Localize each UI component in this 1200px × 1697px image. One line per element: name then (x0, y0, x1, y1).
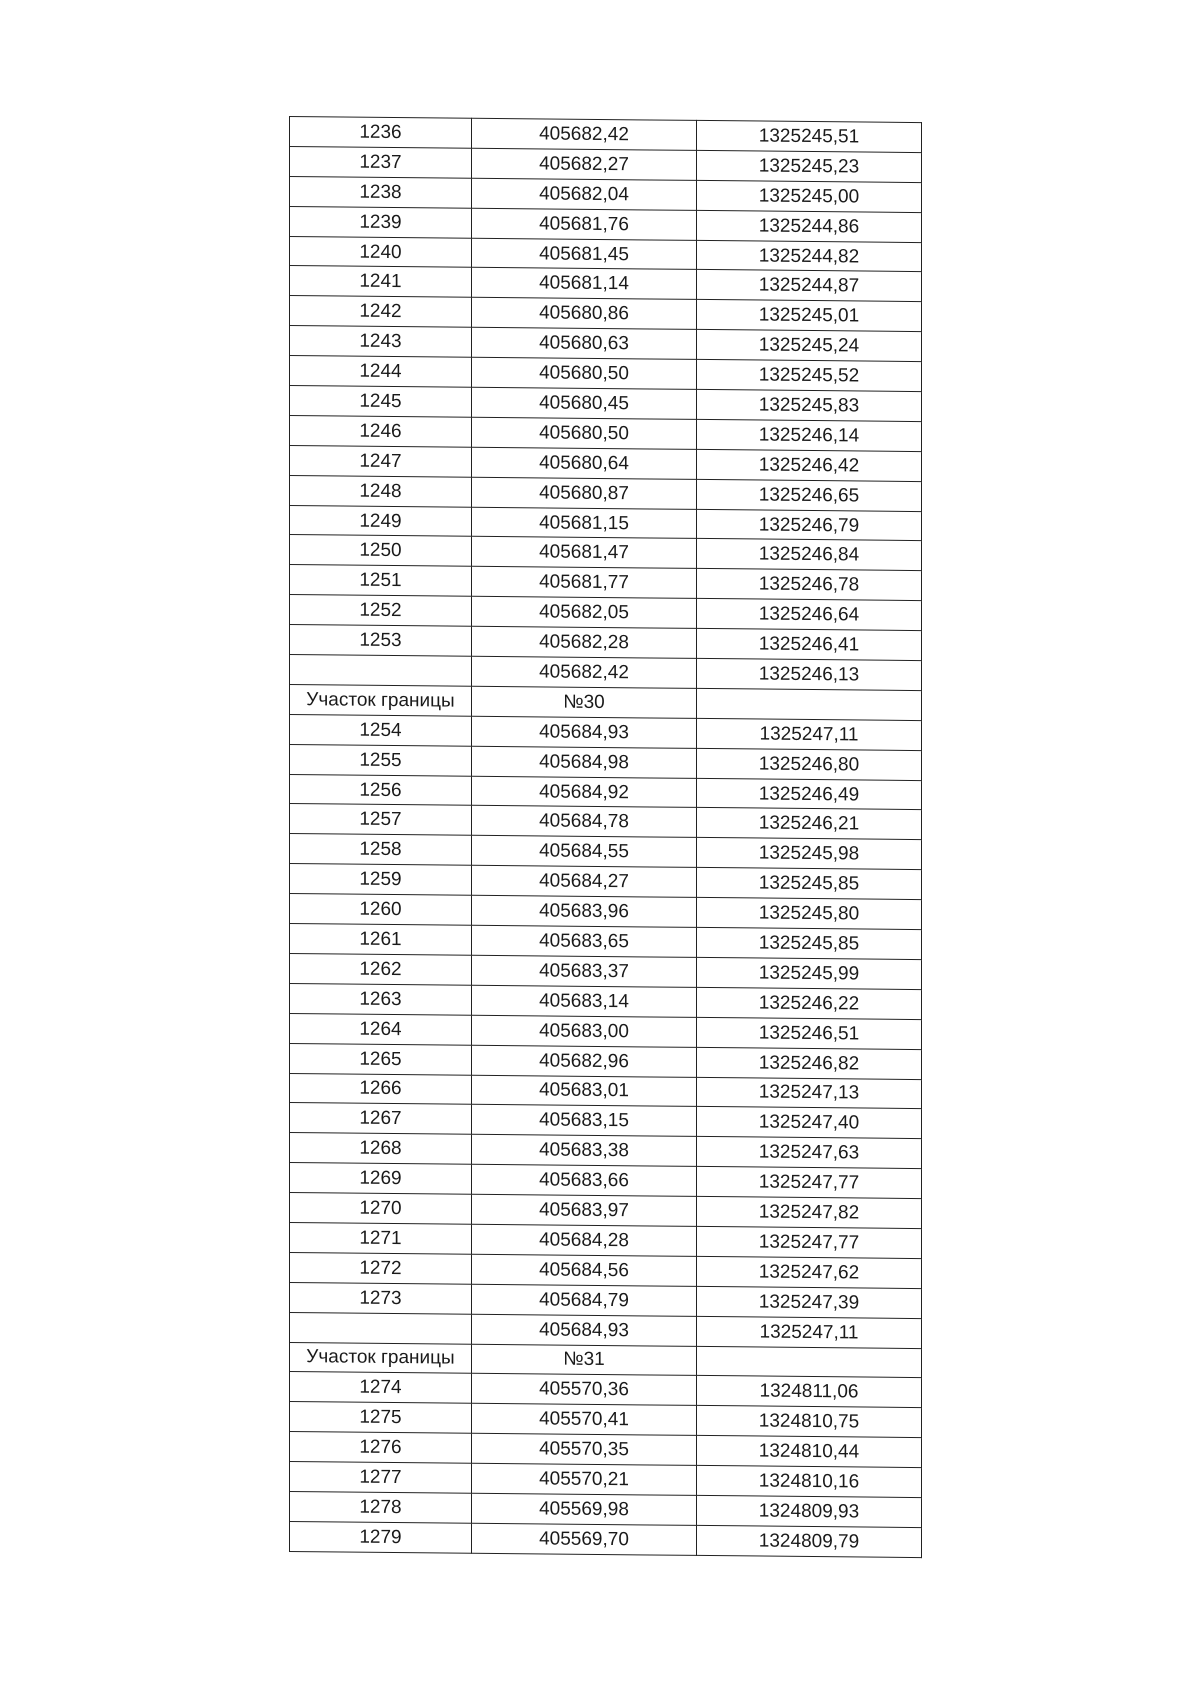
point-number-cell: 1237 (290, 146, 472, 178)
y-coordinate-cell: 1325245,24 (697, 330, 922, 362)
x-coordinate-cell: 405684,98 (472, 746, 697, 778)
y-coordinate-cell: 1325244,82 (697, 240, 922, 272)
point-number-cell: 1249 (290, 505, 472, 537)
x-coordinate-cell: 405570,21 (472, 1463, 697, 1495)
y-coordinate-cell: 1325246,41 (697, 629, 922, 661)
point-number-cell: 1273 (290, 1282, 472, 1314)
point-number-cell: 1251 (290, 565, 472, 597)
point-number-cell: 1265 (290, 1043, 472, 1075)
empty-cell (697, 688, 922, 720)
y-coordinate-cell: 1325246,79 (697, 509, 922, 541)
point-number-cell: 1256 (290, 774, 472, 806)
point-number-cell: 1272 (290, 1252, 472, 1284)
point-number-cell: 1267 (290, 1103, 472, 1135)
coordinates-table-body (290, 117, 922, 1558)
x-coordinate-cell: 405682,96 (472, 1045, 697, 1077)
y-coordinate-cell: 1325246,22 (697, 987, 922, 1019)
table-row (290, 1521, 922, 1557)
x-coordinate-cell: 405683,66 (472, 1164, 697, 1196)
y-coordinate-cell: 1325246,65 (697, 479, 922, 511)
point-number-cell: 1275 (290, 1402, 472, 1434)
y-coordinate-cell: 1324809,79 (697, 1525, 922, 1557)
x-coordinate-cell: 405683,01 (472, 1075, 697, 1107)
point-number-cell: 1239 (290, 206, 472, 238)
point-number-cell: 1250 (290, 535, 472, 567)
x-coordinate-cell: 405680,87 (472, 477, 697, 509)
x-coordinate-cell: 405684,55 (472, 836, 697, 868)
point-number-cell: 1258 (290, 834, 472, 866)
x-coordinate-cell: 405684,78 (472, 806, 697, 838)
x-coordinate-cell: 405682,42 (472, 656, 697, 688)
y-coordinate-cell: 1325246,21 (697, 808, 922, 840)
y-coordinate-cell: 1325247,11 (697, 1316, 922, 1348)
point-number-cell: 1279 (290, 1521, 472, 1553)
x-coordinate-cell: 405569,70 (472, 1523, 697, 1555)
point-number-cell (290, 655, 472, 687)
point-number-cell: 1261 (290, 924, 472, 956)
y-coordinate-cell: 1325245,80 (697, 898, 922, 930)
x-coordinate-cell: 405681,76 (472, 208, 697, 240)
y-coordinate-cell: 1325244,86 (697, 210, 922, 242)
x-coordinate-cell: 405680,63 (472, 327, 697, 359)
x-coordinate-cell: 405683,96 (472, 895, 697, 927)
point-number-cell: 1246 (290, 415, 472, 447)
y-coordinate-cell: 1325245,99 (697, 957, 922, 989)
x-coordinate-cell: 405681,77 (472, 567, 697, 599)
x-coordinate-cell: 405681,15 (472, 507, 697, 539)
y-coordinate-cell: 1325246,84 (697, 539, 922, 571)
x-coordinate-cell: 405683,97 (472, 1194, 697, 1226)
point-number-cell: 1276 (290, 1432, 472, 1464)
point-number-cell: 1260 (290, 894, 472, 926)
x-coordinate-cell: 405684,28 (472, 1224, 697, 1256)
y-coordinate-cell: 1325246,42 (697, 449, 922, 481)
point-number-cell: 1243 (290, 326, 472, 358)
point-number-cell: 1255 (290, 744, 472, 776)
x-coordinate-cell: 405684,92 (472, 776, 697, 808)
section-label-cell: Участок границы (290, 1342, 472, 1374)
x-coordinate-cell: 405570,35 (472, 1433, 697, 1465)
x-coordinate-cell: 405681,45 (472, 238, 697, 270)
y-coordinate-cell: 1325245,00 (697, 180, 922, 212)
y-coordinate-cell: 1325245,85 (697, 868, 922, 900)
x-coordinate-cell: 405683,14 (472, 985, 697, 1017)
x-coordinate-cell: 405680,45 (472, 387, 697, 419)
point-number-cell (290, 1312, 472, 1344)
x-coordinate-cell: 405682,27 (472, 148, 697, 180)
y-coordinate-cell: 1325246,14 (697, 419, 922, 451)
x-coordinate-cell: 405683,65 (472, 925, 697, 957)
x-coordinate-cell: 405680,86 (472, 298, 697, 330)
y-coordinate-cell: 1325246,78 (697, 569, 922, 601)
y-coordinate-cell: 1325246,80 (697, 748, 922, 780)
point-number-cell: 1269 (290, 1163, 472, 1195)
y-coordinate-cell: 1325245,98 (697, 838, 922, 870)
y-coordinate-cell: 1325246,82 (697, 1047, 922, 1079)
y-coordinate-cell: 1325247,40 (697, 1107, 922, 1139)
x-coordinate-cell: 405680,50 (472, 417, 697, 449)
y-coordinate-cell: 1325246,51 (697, 1017, 922, 1049)
point-number-cell: 1266 (290, 1073, 472, 1105)
y-coordinate-cell: 1325247,39 (697, 1286, 922, 1318)
point-number-cell: 1254 (290, 714, 472, 746)
x-coordinate-cell: 405683,00 (472, 1015, 697, 1047)
x-coordinate-cell: 405684,56 (472, 1254, 697, 1286)
x-coordinate-cell: 405684,27 (472, 866, 697, 898)
point-number-cell: 1257 (290, 804, 472, 836)
point-number-cell: 1252 (290, 595, 472, 627)
y-coordinate-cell: 1325247,13 (697, 1077, 922, 1109)
point-number-cell: 1241 (290, 266, 472, 298)
point-number-cell: 1242 (290, 296, 472, 328)
point-number-cell: 1270 (290, 1193, 472, 1225)
x-coordinate-cell: 405683,15 (472, 1105, 697, 1137)
y-coordinate-cell: 1324810,44 (697, 1436, 922, 1468)
y-coordinate-cell: 1325247,82 (697, 1196, 922, 1228)
y-coordinate-cell: 1325246,64 (697, 599, 922, 631)
point-number-cell: 1278 (290, 1491, 472, 1523)
x-coordinate-cell: 405682,42 (472, 118, 697, 150)
x-coordinate-cell: 405570,36 (472, 1374, 697, 1406)
empty-cell (697, 1346, 922, 1378)
y-coordinate-cell: 1325246,13 (697, 658, 922, 690)
x-coordinate-cell: 405681,14 (472, 268, 697, 300)
y-coordinate-cell: 1325244,87 (697, 270, 922, 302)
x-coordinate-cell: 405680,64 (472, 447, 697, 479)
x-coordinate-cell: 405680,50 (472, 357, 697, 389)
point-number-cell: 1236 (290, 117, 472, 149)
y-coordinate-cell: 1325247,62 (697, 1256, 922, 1288)
point-number-cell: 1240 (290, 236, 472, 268)
point-number-cell: 1268 (290, 1133, 472, 1165)
point-number-cell: 1259 (290, 864, 472, 896)
y-coordinate-cell: 1325245,23 (697, 150, 922, 182)
x-coordinate-cell: 405682,04 (472, 178, 697, 210)
x-coordinate-cell: 405569,98 (472, 1493, 697, 1525)
y-coordinate-cell: 1325247,63 (697, 1137, 922, 1169)
x-coordinate-cell: 405684,93 (472, 1314, 697, 1346)
point-number-cell: 1262 (290, 953, 472, 985)
point-number-cell: 1244 (290, 356, 472, 388)
point-number-cell: 1274 (290, 1372, 472, 1404)
point-number-cell: 1245 (290, 386, 472, 418)
x-coordinate-cell: 405683,38 (472, 1135, 697, 1167)
x-coordinate-cell: 405681,47 (472, 537, 697, 569)
point-number-cell: 1264 (290, 1013, 472, 1045)
section-number-cell: №30 (472, 686, 697, 718)
y-coordinate-cell: 1324810,75 (697, 1406, 922, 1438)
x-coordinate-cell: 405684,93 (472, 716, 697, 748)
point-number-cell: 1263 (290, 983, 472, 1015)
x-coordinate-cell: 405682,05 (472, 597, 697, 629)
y-coordinate-cell: 1325247,77 (697, 1226, 922, 1258)
point-number-cell: 1238 (290, 176, 472, 208)
y-coordinate-cell: 1325245,85 (697, 927, 922, 959)
y-coordinate-cell: 1325245,51 (697, 120, 922, 152)
y-coordinate-cell: 1325247,77 (697, 1167, 922, 1199)
coordinates-table (289, 116, 922, 1558)
y-coordinate-cell: 1325247,11 (697, 718, 922, 750)
section-label-cell: Участок границы (290, 684, 472, 716)
point-number-cell: 1271 (290, 1222, 472, 1254)
y-coordinate-cell: 1324810,16 (697, 1465, 922, 1497)
x-coordinate-cell: 405684,79 (472, 1284, 697, 1316)
section-number-cell: №31 (472, 1344, 697, 1376)
x-coordinate-cell: 405682,28 (472, 626, 697, 658)
y-coordinate-cell: 1324811,06 (697, 1376, 922, 1408)
point-number-cell: 1248 (290, 475, 472, 507)
y-coordinate-cell: 1325245,83 (697, 389, 922, 421)
y-coordinate-cell: 1324809,93 (697, 1495, 922, 1527)
point-number-cell: 1277 (290, 1462, 472, 1494)
y-coordinate-cell: 1325245,01 (697, 300, 922, 332)
x-coordinate-cell: 405570,41 (472, 1404, 697, 1436)
x-coordinate-cell: 405683,37 (472, 955, 697, 987)
point-number-cell: 1253 (290, 625, 472, 657)
y-coordinate-cell: 1325246,49 (697, 778, 922, 810)
point-number-cell: 1247 (290, 445, 472, 477)
y-coordinate-cell: 1325245,52 (697, 360, 922, 392)
